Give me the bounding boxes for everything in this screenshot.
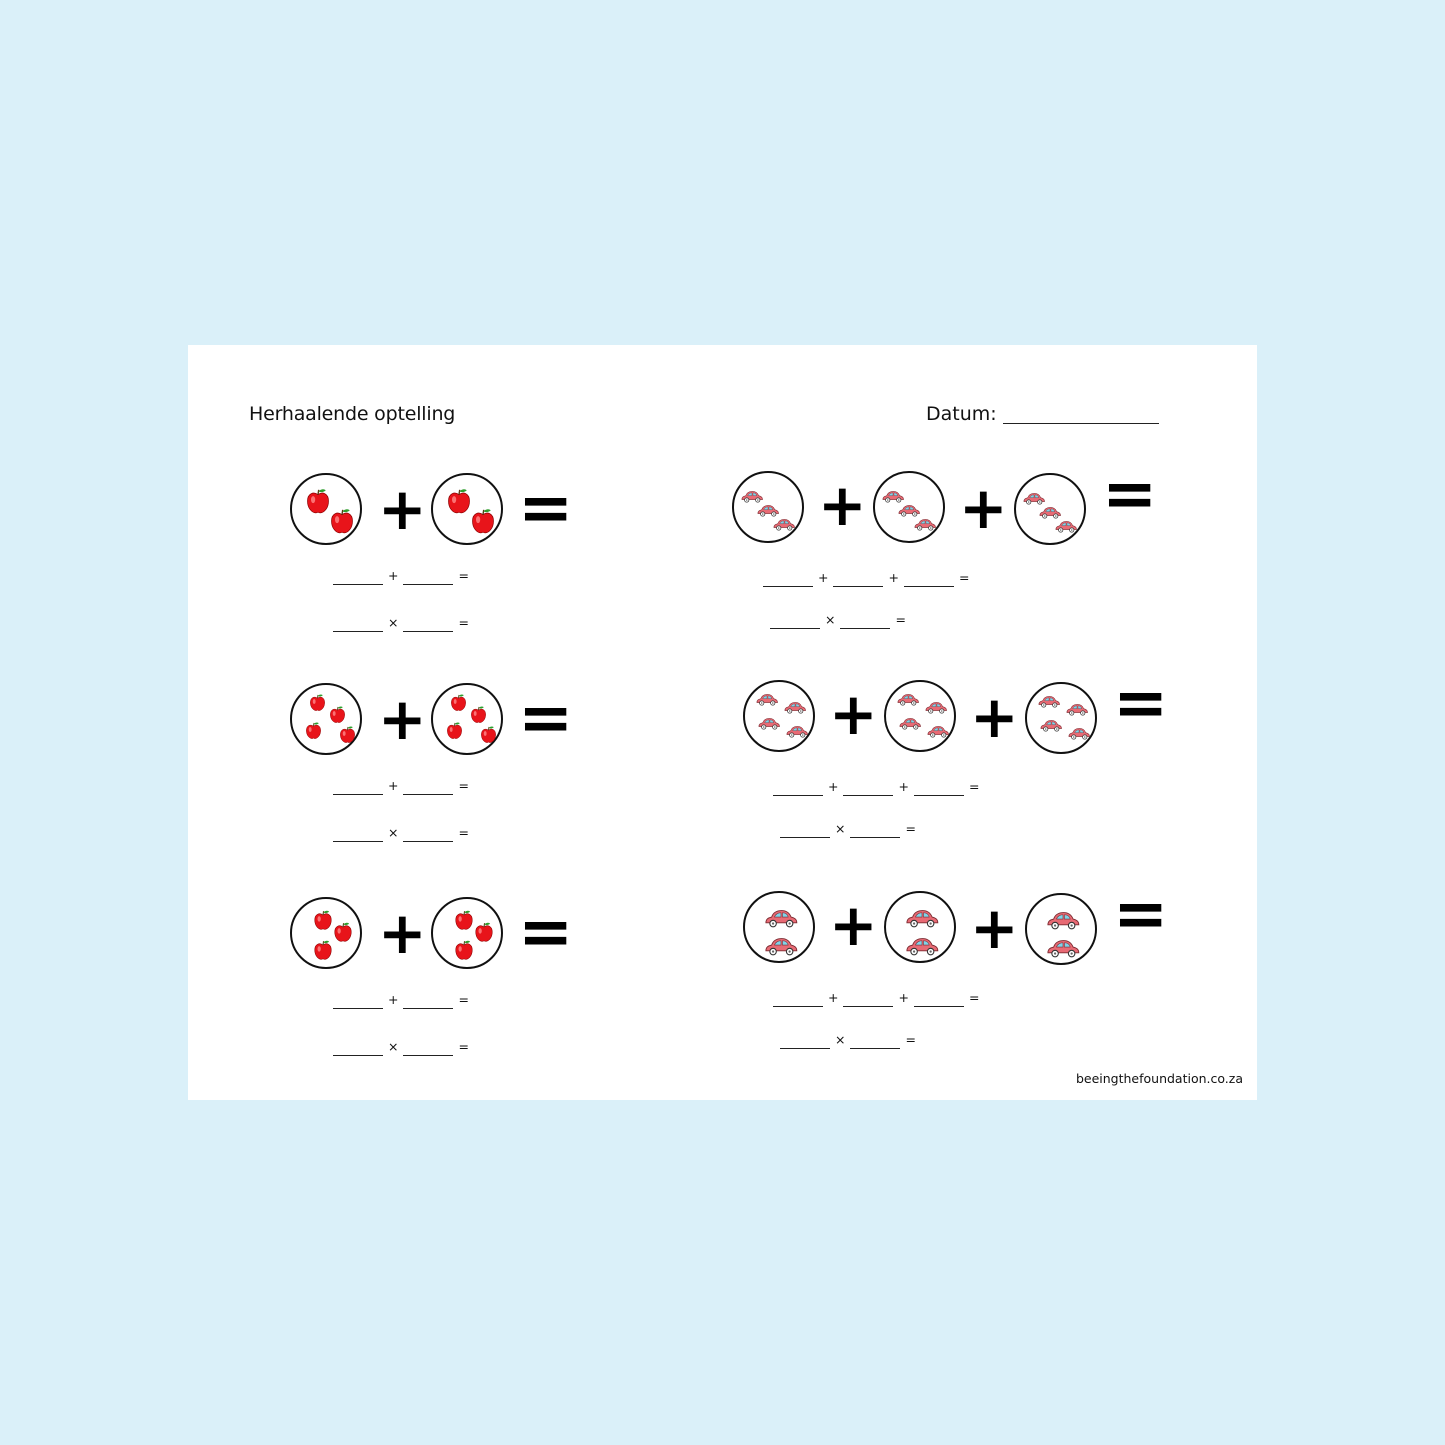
apple-icon — [479, 725, 498, 748]
addition-answer-line — [333, 568, 474, 586]
apple-group-circle — [431, 473, 503, 545]
answer-blank[interactable] — [333, 784, 383, 795]
operator-symbol: + — [898, 990, 909, 1005]
car-group-circle — [732, 471, 804, 543]
operator-symbol: × — [835, 1032, 846, 1047]
car-icon — [772, 517, 796, 536]
answer-blank[interactable] — [773, 785, 823, 796]
addition-answer-line — [773, 990, 984, 1008]
apple-group-circle — [431, 683, 503, 755]
equals-symbol: = — [1113, 875, 1169, 952]
equals-symbol: = — [895, 612, 906, 627]
plus-symbol: + — [378, 475, 427, 543]
apple-icon — [473, 921, 495, 947]
answer-blank[interactable] — [914, 785, 964, 796]
answer-blank[interactable] — [780, 827, 830, 838]
plus-symbol: + — [970, 894, 1019, 962]
answer-blank[interactable] — [403, 621, 453, 632]
car-icon — [926, 724, 950, 743]
equals-symbol: = — [458, 568, 469, 583]
answer-blank[interactable] — [403, 831, 453, 842]
multiplication-answer-line — [780, 1032, 921, 1050]
apple-icon — [445, 721, 464, 744]
multiplication-answer-line — [333, 825, 474, 843]
answer-blank[interactable] — [333, 831, 383, 842]
car-icon — [1067, 726, 1091, 745]
car-icon — [1054, 519, 1078, 538]
equals-symbol: = — [518, 469, 574, 546]
car-group-circle — [743, 680, 815, 752]
operator-symbol: + — [828, 779, 839, 794]
answer-blank[interactable] — [763, 576, 813, 587]
plus-symbol: + — [829, 680, 878, 748]
worksheet-title: Herhaalende optelling — [249, 403, 456, 425]
plus-symbol: + — [378, 899, 427, 967]
answer-blank[interactable] — [333, 1045, 383, 1056]
apple-icon — [338, 725, 357, 748]
date-blank[interactable] — [1003, 405, 1159, 424]
apple-icon — [312, 909, 334, 935]
equals-symbol: = — [905, 1032, 916, 1047]
equals-symbol: = — [458, 778, 469, 793]
apple-icon — [453, 909, 475, 935]
car-icon — [1045, 909, 1081, 935]
operator-symbol: + — [888, 570, 899, 585]
multiplication-answer-line — [770, 612, 911, 630]
date-label: Datum: — [926, 403, 997, 425]
car-icon — [898, 716, 922, 735]
answer-blank[interactable] — [403, 574, 453, 585]
plus-symbol: + — [970, 683, 1019, 751]
operator-symbol: + — [818, 570, 829, 585]
equals-symbol: = — [518, 679, 574, 756]
multiplication-answer-line — [780, 821, 921, 839]
plus-symbol: + — [829, 891, 878, 959]
plus-symbol: + — [959, 474, 1008, 542]
operator-symbol: × — [388, 615, 399, 630]
operator-symbol: × — [388, 825, 399, 840]
operator-symbol: + — [388, 568, 399, 583]
car-group-circle — [1025, 893, 1097, 965]
apple-icon — [469, 507, 497, 539]
apple-icon — [304, 721, 323, 744]
car-icon — [1065, 702, 1089, 721]
apple-icon — [453, 939, 475, 965]
apple-icon — [449, 693, 468, 716]
car-icon — [904, 907, 940, 933]
car-icon — [757, 716, 781, 735]
worksheet — [188, 345, 1257, 1100]
equals-symbol: = — [958, 570, 970, 585]
answer-blank[interactable] — [403, 998, 453, 1009]
answer-blank[interactable] — [780, 1038, 830, 1049]
answer-blank[interactable] — [770, 618, 820, 629]
car-group-circle — [884, 680, 956, 752]
operator-symbol: + — [898, 779, 909, 794]
multiplication-answer-line — [333, 1039, 474, 1057]
apple-group-circle — [431, 897, 503, 969]
answer-blank[interactable] — [850, 827, 900, 838]
answer-blank[interactable] — [773, 996, 823, 1007]
addition-answer-line — [773, 779, 984, 797]
multiplication-answer-line — [333, 615, 474, 633]
date-field — [926, 403, 1159, 425]
addition-answer-line — [333, 992, 474, 1010]
answer-blank[interactable] — [840, 618, 890, 629]
equals-symbol: = — [905, 821, 916, 836]
car-icon — [763, 907, 799, 933]
equals-symbol: = — [458, 825, 469, 840]
equals-symbol: = — [1102, 455, 1158, 532]
car-icon — [1045, 937, 1081, 963]
car-group-circle — [1014, 473, 1086, 545]
footer-site: beeingthefoundation.co.za — [1075, 1071, 1243, 1086]
operator-symbol: × — [825, 612, 836, 627]
operator-symbol: + — [388, 778, 399, 793]
apple-icon — [332, 921, 354, 947]
answer-blank[interactable] — [850, 1038, 900, 1049]
apple-icon — [328, 507, 356, 539]
answer-blank[interactable] — [333, 998, 383, 1009]
answer-blank[interactable] — [904, 576, 954, 587]
car-icon — [913, 517, 937, 536]
apple-icon — [312, 939, 334, 965]
car-icon — [896, 692, 920, 711]
answer-blank[interactable] — [914, 996, 964, 1007]
car-group-circle — [1025, 682, 1097, 754]
operator-symbol: × — [388, 1039, 399, 1054]
equals-symbol: = — [458, 1039, 469, 1054]
operator-symbol: + — [828, 990, 839, 1005]
plus-symbol: + — [378, 685, 427, 753]
car-icon — [1039, 718, 1063, 737]
car-icon — [904, 935, 940, 961]
operator-symbol: + — [388, 992, 399, 1007]
operator-symbol: × — [835, 821, 846, 836]
answer-blank[interactable] — [843, 785, 893, 796]
car-icon — [763, 935, 799, 961]
answer-blank[interactable] — [843, 996, 893, 1007]
apple-icon — [308, 693, 327, 716]
apple-group-circle — [290, 897, 362, 969]
apple-group-circle — [290, 683, 362, 755]
equals-symbol: = — [518, 893, 574, 970]
plus-symbol: + — [818, 471, 867, 539]
answer-blank[interactable] — [833, 576, 883, 587]
equals-symbol: = — [458, 992, 469, 1007]
car-icon — [785, 724, 809, 743]
equals-symbol: = — [1113, 664, 1169, 741]
car-icon — [924, 700, 948, 719]
addition-answer-line — [763, 570, 974, 588]
car-group-circle — [743, 891, 815, 963]
addition-answer-line — [333, 778, 474, 796]
car-icon — [755, 692, 779, 711]
answer-blank[interactable] — [403, 784, 453, 795]
equals-symbol: = — [968, 779, 980, 794]
equals-symbol: = — [458, 615, 469, 630]
answer-blank[interactable] — [333, 574, 383, 585]
answer-blank[interactable] — [403, 1045, 453, 1056]
car-group-circle — [873, 471, 945, 543]
car-icon — [1037, 694, 1061, 713]
apple-group-circle — [290, 473, 362, 545]
equals-symbol: = — [968, 990, 980, 1005]
car-icon — [783, 700, 807, 719]
car-group-circle — [884, 891, 956, 963]
answer-blank[interactable] — [333, 621, 383, 632]
